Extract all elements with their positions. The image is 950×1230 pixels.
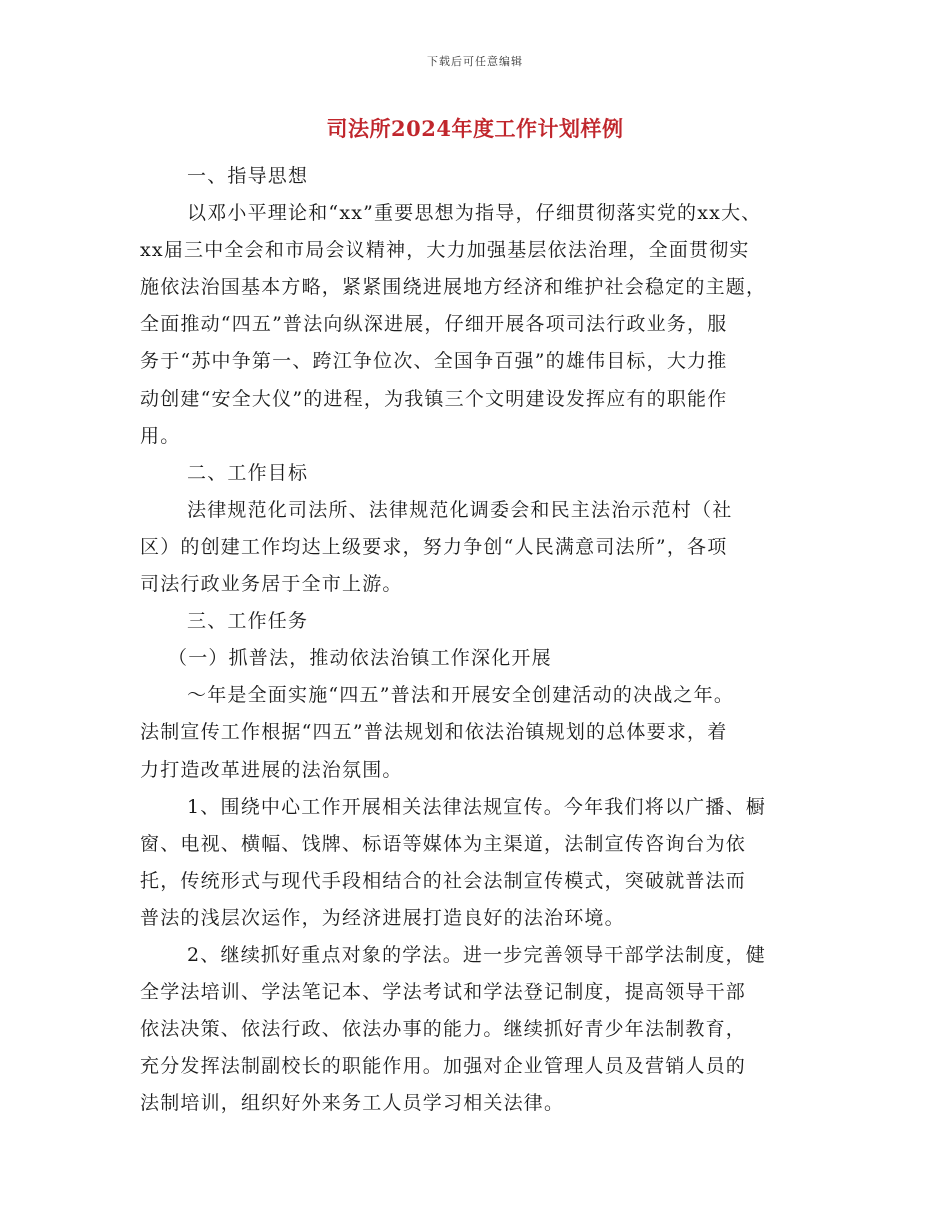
section-heading-guiding-ideology: 一、指导思想 [187, 165, 309, 187]
paragraph-line: 用。 [140, 424, 181, 447]
paragraph-line: 依法决策、依法行政、依法办事的能力。继续抓好青少年法制教育， [140, 1018, 747, 1041]
paragraph-line: 窗、电视、横幅、饯牌、标语等媒体为主渠道，法制宣传咨询台为依 [140, 832, 747, 855]
paragraph-line: 法制宣传工作根据“四五”普法规划和依法治镇规划的总体要求，着 [140, 721, 728, 744]
paragraph-line: 以邓小平理论和“xx”重要思想为指导，仔细贯彻落实党的xx大、 [187, 202, 762, 225]
document-body [140, 158, 820, 1122]
header-note: 下载后可任意编辑 [427, 55, 523, 68]
paragraph-line: 务于“苏中争第一、跨江争位次、全国争百强”的雄伟目标，大力推 [140, 350, 728, 373]
paragraph-line: 全面推动“四五”普法向纵深进展，仔细开展各项司法行政业务，服 [140, 313, 728, 336]
paragraph-line: ～年是全面实施“四五”普法和开展安全创建活动的决战之年。 [187, 684, 735, 707]
paragraph-line: 动创建“安全大仪”的进程，为我镇三个文明建设发挥应有的职能作 [140, 387, 728, 410]
paragraph-line: 施依法治国基本方略，紧紧围绕进展地方经济和维护社会稳定的主题， [140, 276, 767, 299]
paragraph-line: 托，传统形式与现代手段相结合的社会法制宣传模式，突破就普法而 [140, 869, 747, 892]
paragraph-line: 法制培训，组织好外来务工人员学习相关法律。 [140, 1092, 565, 1115]
document-title: 司法所2024年度工作计划样例 [326, 116, 624, 141]
section-heading-work-goals: 二、工作目标 [187, 461, 309, 484]
paragraph-line: 司法行政业务居于全市上游。 [140, 573, 403, 596]
subsection-heading: （一）抓普法，推动依法治镇工作深化开展 [168, 647, 552, 670]
paragraph-line: 力打造改革进展的法治氛围。 [140, 758, 403, 781]
paragraph-line: 普法的浅层次运作，为经济进展打造良好的法治环境。 [140, 906, 625, 929]
paragraph-line: 1、围绕中心工作开展相关法律法规宣传。今年我们将以广播、橱 [187, 795, 766, 818]
paragraph-line: 区）的创建工作均达上级要求，努力争创“人民满意司法所”，各项 [140, 535, 728, 558]
paragraph-line: 2、继续抓好重点对象的学法。进一步完善领导干部学法制度，健 [187, 943, 766, 966]
paragraph-line: 全学法培训、学法笔记本、学法考试和学法登记制度，提高领导干部 [140, 981, 747, 1004]
paragraph-line: 充分发挥法制副校长的职能作用。加强对企业管理人员及营销人员的 [140, 1055, 747, 1078]
paragraph-line: xx届三中全会和市局会议精神，大力加强基层依法治理，全面贯彻实 [140, 239, 750, 262]
paragraph-line: 法律规范化司法所、法律规范化调委会和民主法治示范村（社 [187, 498, 733, 521]
section-heading-work-tasks: 三、工作任务 [187, 610, 309, 633]
